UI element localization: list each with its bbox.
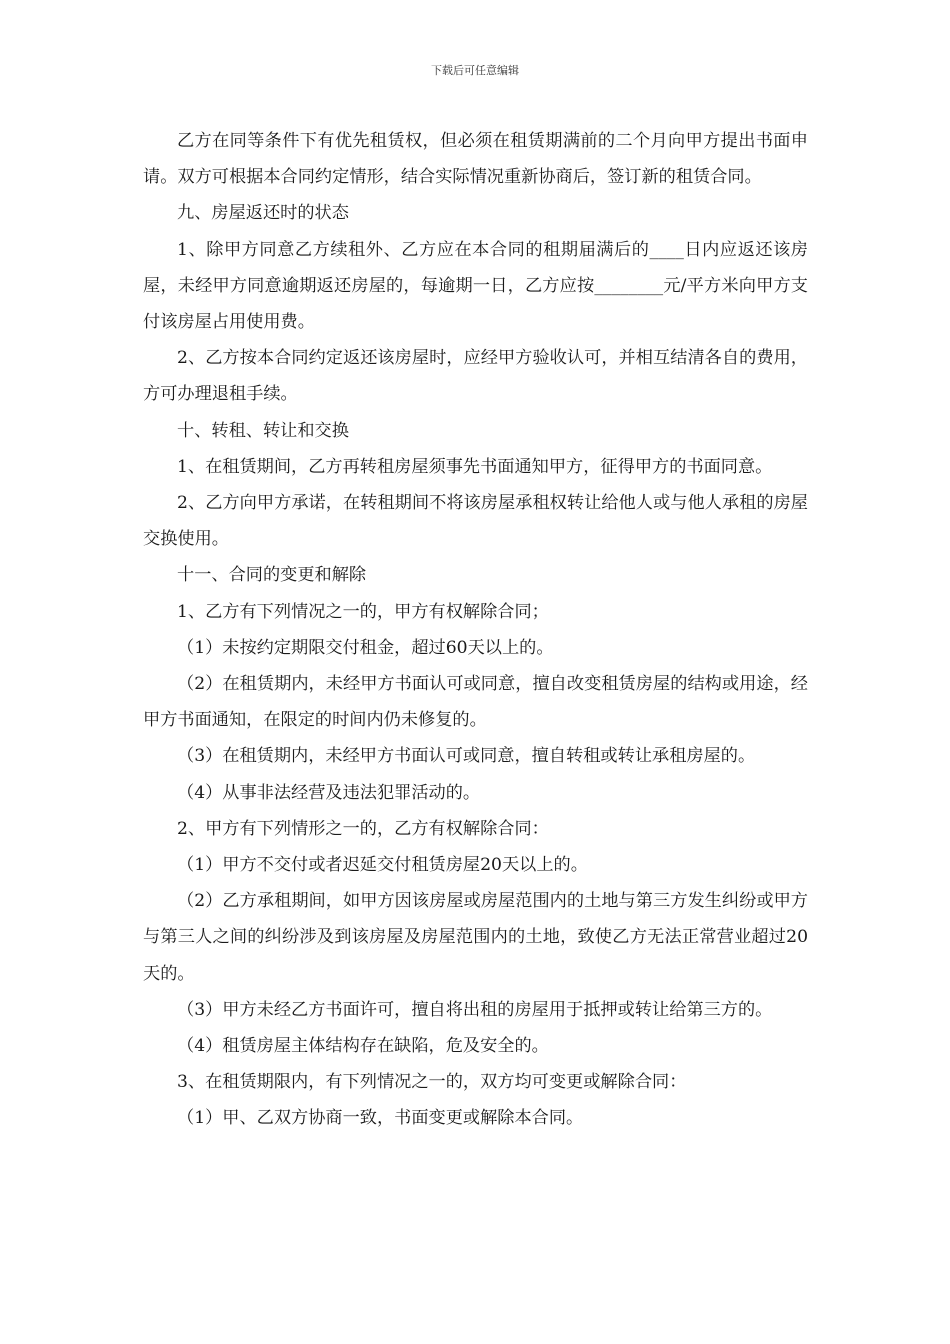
clause-10-1: 1、在租赁期间，乙方再转租房屋须事先书面通知甲方，征得甲方的书面同意。 [177, 456, 773, 477]
paragraph-priority-lease: 乙方在同等条件下有优先租赁权，但必须在租赁期满前的二个月向甲方提出书面申请。双方可根据本合同约定情形，结合实际情况重新协商后，签订新的租赁合同。 [143, 131, 808, 188]
clause-11-2-item-4: （4）租赁房屋主体结构存在缺陷，危及安全的。 [177, 1036, 549, 1057]
clause-11-1-item-2: （2）在租赁期内，未经甲方书面认可或同意，擅自改变租赁房屋的结构或用途，经甲方书面通知，在限定的时间内仍未修复的。 [143, 674, 808, 731]
clause-11-2-item-3: （3）甲方未经乙方书面许可，擅自将出租的房屋用于抵押或转让给第三方的。 [177, 999, 773, 1020]
clause-11-2: 2、甲方有下列情形之一的，乙方有权解除合同： [177, 818, 549, 839]
page-header: 下载后可任意编辑 [431, 64, 519, 77]
clause-9-2: 2、乙方按本合同约定返还该房屋时，应经甲方验收认可，并相互结清各自的费用，方可办理退租手续。 [143, 348, 808, 405]
section-heading-10: 十、转租、转让和交换 [177, 420, 349, 441]
clause-11-1: 1、乙方有下列情况之一的，甲方有权解除合同； [177, 601, 549, 622]
clause-11-1-item-1: （1）未按约定期限交付租金，超过60天以上的。 [177, 637, 554, 658]
section-heading-9: 九、房屋返还时的状态 [177, 203, 349, 224]
clause-11-1-item-4: （4）从事非法经营及违法犯罪活动的。 [177, 782, 481, 803]
section-heading-11: 十一、合同的变更和解除 [177, 565, 367, 586]
clause-11-3-item-1: （1）甲、乙双方协商一致，书面变更或解除本合同。 [177, 1108, 584, 1129]
clause-11-2-item-2: （2）乙方承租期间，如甲方因该房屋或房屋范围内的土地与第三方发生纠纷或甲方与第三人之间的纠纷涉及到该房屋及房屋范围内的土地，致使乙方无法正常营业超过20天的。 [143, 891, 808, 984]
clause-11-3: 3、在租赁期限内，有下列情况之一的，双方均可变更或解除合同： [177, 1072, 687, 1093]
clause-10-2: 2、乙方向甲方承诺，在转租期间不将该房屋承租权转让给他人或与他人承租的房屋交换使用。 [143, 493, 808, 550]
clause-11-1-item-3: （3）在租赁期内，未经甲方书面认可或同意，擅自转租或转让承租房屋的。 [177, 746, 756, 767]
document-body [143, 123, 808, 1137]
clause-11-2-item-1: （1）甲方不交付或者迟延交付租赁房屋20天以上的。 [177, 855, 588, 876]
clause-9-1: 1、除甲方同意乙方续租外、乙方应在本合同的租期届满后的____日内应返还该房屋，未经甲方同意逾期返还房屋的，每逾期一日，乙方应按________元/平方米向甲方支付该房屋占用使用费。 [143, 239, 808, 333]
